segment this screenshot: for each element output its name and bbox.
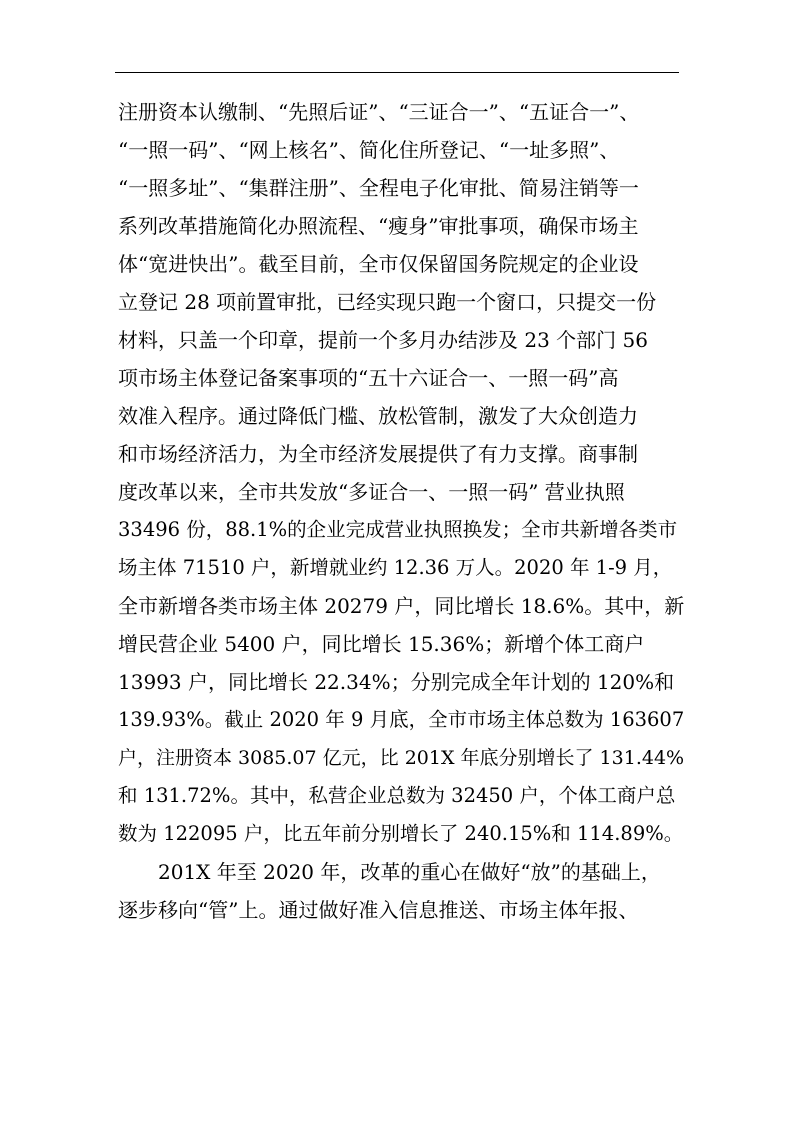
text-line: “一照多址”、“集群注册”、全程电子化审批、简易注销等一 bbox=[118, 176, 639, 200]
text-line: 全市新增各类市场主体 20279 户，同比增长 18.6%。其中，新 bbox=[118, 594, 685, 618]
text-line: 33496 份，88.1%的企业完成营业执照换发；全市共新增各类市 bbox=[118, 518, 678, 541]
text-line: 项市场主体登记备案事项的“五十六证合一、一照一码”高 bbox=[118, 366, 619, 390]
text-line: 13993 户，同比增长 22.34%；分别完成全年计划的 120%和 bbox=[118, 670, 675, 694]
text-line: 度改革以来，全市共发放“多证合一、一照一码” 营业执照 bbox=[118, 480, 625, 504]
body-text bbox=[118, 93, 684, 929]
text-line: 逐步移向“管”上。通过做好准入信息推送、市场主体年报、 bbox=[118, 898, 639, 922]
text-line: 场主体 71510 户，新增就业约 12.36 万人。2020 年 1-9 月， bbox=[118, 556, 673, 579]
text-line: 户，注册资本 3085.07 亿元，比 201X 年底分别增长了 131.44% bbox=[118, 747, 685, 769]
text-line: 增民营企业 5400 户，同比增长 15.36%；新增个体工商户 bbox=[118, 632, 645, 656]
text-line: 材料，只盖一个印章，提前一个多月办结涉及 23 个部门 56 bbox=[118, 328, 648, 352]
text-line: 和 131.72%。其中，私营企业总数为 32450 户，个体工商户总 bbox=[118, 784, 676, 807]
paragraph-first-line: 201X 年至 2020 年，改革的重心在做好“放”的基础上， bbox=[158, 860, 661, 884]
text-line: 系列改革措施简化办照流程、“瘦身”审批事项，确保市场主 bbox=[118, 214, 639, 238]
text-line: “一照一码”、“网上核名”、简化住所登记、“一址多照”、 bbox=[118, 138, 620, 162]
text-line: 和市场经济活力，为全市经济发展提供了有力支撑。商事制 bbox=[118, 442, 638, 466]
text-line: 数为 122095 户，比五年前分别增长了 240.15%和 114.89%。 bbox=[118, 822, 684, 845]
text-line: 效准入程序。通过降低门槛、放松管制，激发了大众创造力 bbox=[118, 404, 638, 428]
text-line: 注册资本认缴制、“先照后证”、“三证合一”、“五证合一”、 bbox=[118, 100, 640, 124]
text-line: 体“宽进快出”。截至目前，全市仅保留国务院规定的企业设 bbox=[118, 252, 639, 276]
text-line: 立登记 28 项前置审批，已经实现只跑一个窗口，只提交一份 bbox=[118, 290, 657, 314]
header-rule bbox=[115, 72, 679, 73]
text-line: 139.93%。截止 2020 年 9 月底，全市市场主体总数为 163607 bbox=[118, 708, 685, 731]
